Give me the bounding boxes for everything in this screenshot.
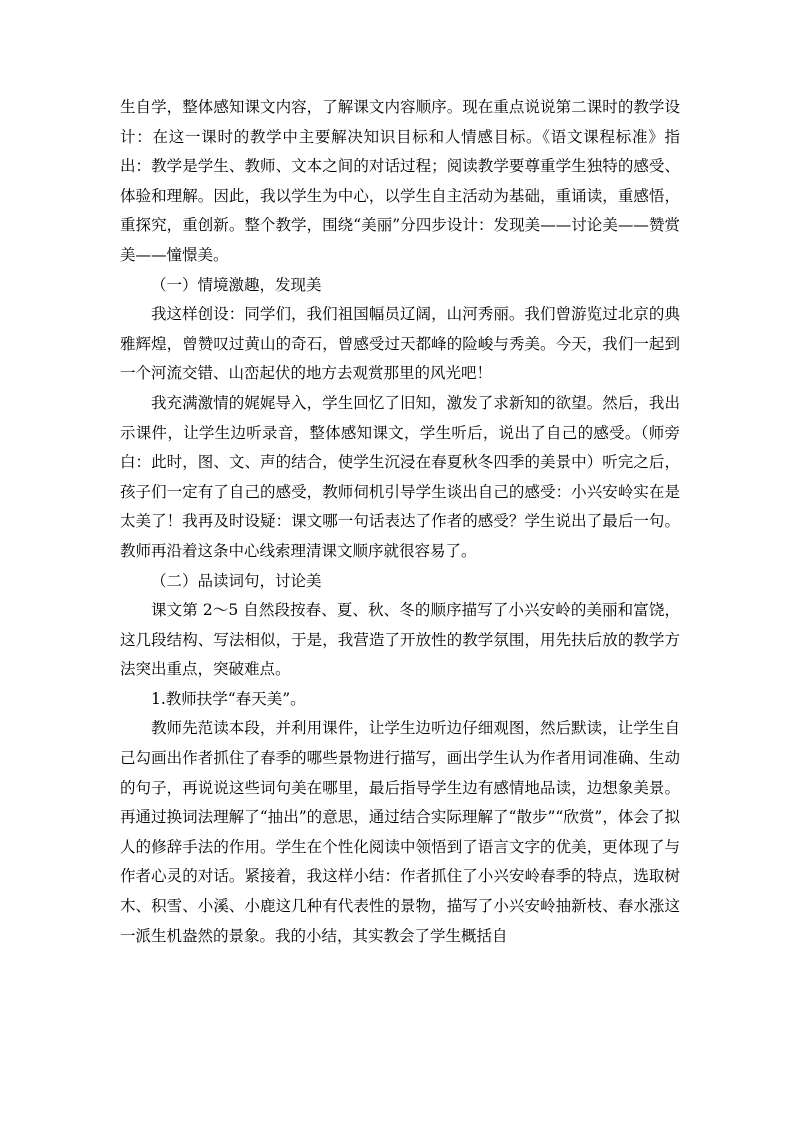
paragraph-3: 我充满激情的娓娓导入，学生回忆了旧知，激发了求新知的欲望。然后，我出示课件，让学生边听录音，整体感知课文，学生听后，说出了自己的感受。（师旁白：此时，图、文、声的结合，使学生沉浸在春夏秋冬四季的美景中）听完之后，孩子们一定有了自己的感受，教师伺机引导学生谈出自己的感受：小兴安岭实在是太美了！我再及时设疑：课文哪一句话表达了作者的感受？学生说出了最后一句。教师再沿着这条中心线索理清课文顺序就很容易了。 — [120, 393, 680, 560]
paragraph-1: 生自学，整体感知课文内容，了解课文内容顺序。现在重点说说第二课时的教学设计：在这一课时的教学中主要解决知识目标和人情感目标。《语文课程标准》指出：教学是学生、教师、文本之间的对话过程；阅读教学要尊重学生独特的感受、体验和理解。因此，我以学生为中心，以学生自主活动为基础，重诵读，重感悟，重探究，重创新。整个教学，围绕“美丽”分四步设计：发现美——讨论美——赞赏美——憧憬美。 — [120, 98, 680, 264]
section-heading-2: （二）品读词句，讨论美 — [151, 571, 322, 590]
paragraph-5: 教师先范读本段，并利用课件，让学生边听边仔细观图，然后默读，让学生自己勾画出作者抓住了春季的哪些景物进行描写，画出学生认为作者用词准确、生动的句子，再说说这些词句美在哪里，最后指导学生边有感情地品读，边想象美景。再通过换词法理解了“抽出”的意思，通过结合实际理解了“散步”“欣赏”，体会了拟人的修辞手法的作用。学生在个性化阅读中领悟到了语言文字的优美，更体现了与作者心灵的对话。紧接着，我这样小结：作者抓住了小兴安岭春季的特点，选取树木、积雪、小溪、小鹿这几种有代表性的景物，描写了小兴安岭抽新枝、春水涨这一派生机盎然的景象。我的小结，其实教会了学生概括自 — [120, 719, 680, 945]
subsection-heading-1: 1.教师扶学“春天美”。 — [151, 689, 306, 708]
paragraph-2: 我这样创设：同学们，我们祖国幅员辽阔，山河秀丽。我们曾游览过北京的典雅辉煌，曾赞叹过黄山的奇石，曾感受过天都峰的险峻与秀美。今天，我们一起到一个河流交错、山峦起伏的地方去观赏那里的风光吧！ — [120, 305, 680, 383]
document-page — [120, 93, 680, 951]
paragraph-4: 课文第 2～5 自然段按春、夏、秋、冬的顺序描写了小兴安岭的美丽和富饶，这几段结构、写法相似，于是，我营造了开放性的教学氛围，用先扶后放的教学方法突出重点，突破难点。 — [120, 601, 680, 679]
section-heading-1: （一）情境激趣，发现美 — [151, 275, 322, 294]
